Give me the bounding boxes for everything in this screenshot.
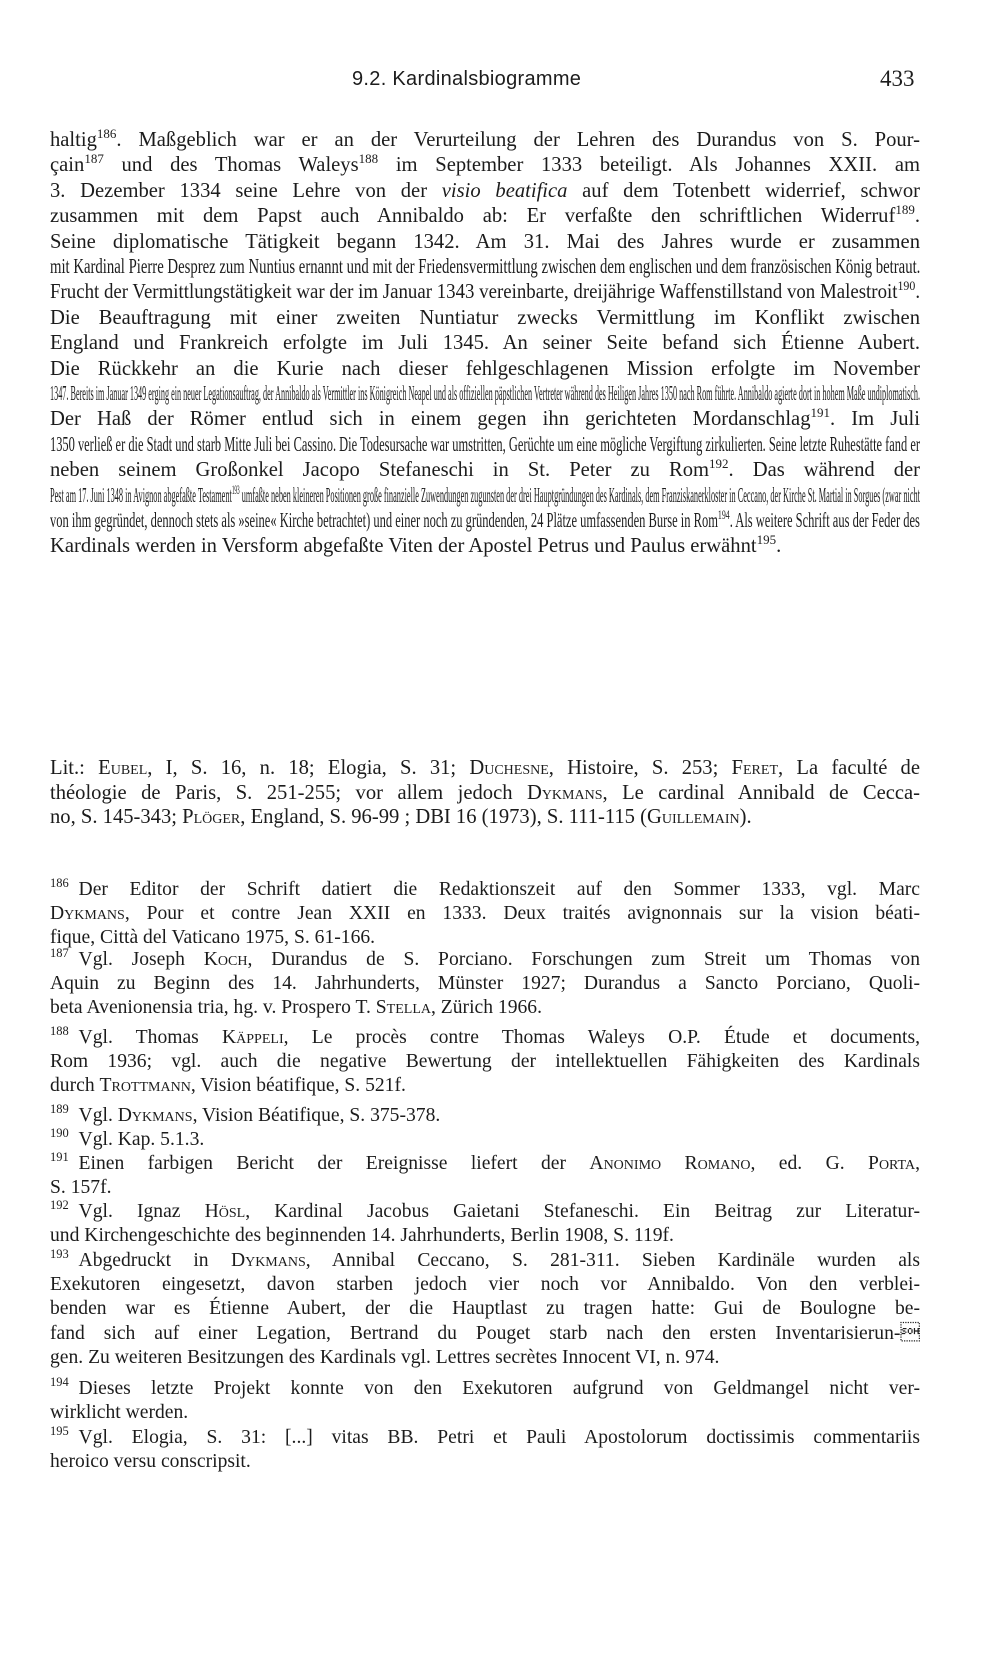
footnote-line: $^{195}$ Vgl. Elogia, S. 31: [...] vitas BB. Petri et Pauli Apostolorum doctissimis commentariis: [50, 1424, 920, 1448]
body-line: mit Kardinal Pierre Desprez zum Nuntius ernannt und mit der Friedensvermittlung zwischen dem englischen und dem französischen König betraut.: [50, 256, 921, 278]
footnote-line: gen. Zu weiteren Besitzungen des Kardinals vgl. Lettres secrètes Innocent VI, n. 974.: [50, 1346, 720, 1368]
footnote-line: fique, Città del Vaticano 1975, S. 61-166.: [50, 927, 376, 949]
footnote-line: $^{194}$ Dieses letzte Projekt konnte von den Exekutoren aufgrund von Geldmangel nicht ver-: [50, 1375, 920, 1399]
body-line: Seine diplomatische Tätigkeit begann 1342. Am 31. Mai des Jahres wurde er zusammen: [50, 230, 920, 253]
footnote-line: Rom 1936; vgl. auch die negative Bewertung der intellektuellen Fähigkeiten des Kardinals: [50, 1051, 920, 1073]
body-line: England und Frankreich erfolgte im Juli 1345. An seiner Seite befand sich Étienne Aubert.: [50, 332, 920, 355]
running-header-title: 9.2. Kardinalsbiogramme: [352, 68, 582, 90]
body-line: 1350 verließ er die Stadt und starb Mitte Juli bei Cassino. Die Todesursache war umstritten, Gerüchte um eine mögliche Vergiftung zirkulierten. Seine letzte Ruhestätte fand er: [50, 433, 920, 456]
footnote-line: $^{193}$ Abgedruckt in Dykmans, Annibal Ceccano, S. 281-311. Sieben Kardinäle wurden als: [50, 1247, 920, 1271]
footnote-number: 186: [50, 876, 69, 890]
footnote-number: 188: [50, 1024, 69, 1038]
footnote-number: 191: [50, 1150, 69, 1164]
footnote-line: $^{192}$ Vgl. Ignaz Hösl, Kardinal Jacobus Gaietani Stefaneschi. Ein Beitrag zur Literatur-: [50, 1198, 920, 1222]
footnote-line: wirklicht werden.: [50, 1402, 189, 1424]
footnote-line: fand sich auf einer Legation, Bertrand du Pouget starb nach den ersten Inventarisierun-: [50, 1322, 920, 1344]
footnote-number: 187: [50, 946, 69, 960]
body-line: Kardinals werden in Versform abgefaßte Viten der Apostel Petrus und Paulus erwähnt$^{195}$.: [50, 532, 782, 558]
footnote-line: Dykmans, Pour et contre Jean XXII en 1333. Deux traités avignonnais sur la vision béati-: [50, 903, 920, 925]
footnote-line: $^{190}$ Vgl. Kap. 5.1.3.: [50, 1126, 205, 1150]
body-line: haltig$^{186}$. Maßgeblich war er an der Verurteilung der Lehren des Durandus von S. Pour-: [50, 126, 920, 151]
footnote-number: 192: [50, 1198, 69, 1212]
literature-line: théologie de Paris, S. 251-255; vor allem jedoch Dykmans, Le cardinal Annibald de Cecca-: [50, 781, 920, 804]
body-line: Die Beauftragung mit einer zweiten Nuntiatur zwecks Vermittlung im Konflikt zwischen: [50, 306, 920, 329]
body-line: Pest am 17. Juni 1348 in Avignon abgefaßte Testament$^{193}$ umfaßte neben kleineren Positionen große finanzielle Zuwendungen zugunsten der drei Hauptgründungen des Kardinals, dem Franziskanerkloster in Ceccano, der Kirche St. Martial in Sorgues (zwar nicht: [50, 481, 920, 507]
footnote-line: beta Avenionensia tria, hg. v. Prospero T. Stella, Zürich 1966.: [50, 997, 542, 1019]
footnote-line: heroico versu conscripsit.: [50, 1451, 251, 1473]
body-line: Der Haß der Römer entlud sich in einem gegen ihn gerichteten Mordanschlag$^{191}$. Im Juli: [50, 405, 920, 431]
footnote-line: benden war es Étienne Aubert, der die Hauptlast zu tragen hatte: Gui de Boulogne be-: [50, 1298, 920, 1320]
body-line: 1347. Bereits im Januar 1349 erging ein neuer Legationsauftrag, der Annibaldo als Vermittler ins Königreich Neapel und als offiziellen päpstlichen Vertreter während des Heiligen Jahres 1350 nach Rom führte. Annibaldo agierte dort in hohem Maße undiplomatisch.: [50, 383, 921, 405]
footnote-line: S. 157f.: [50, 1177, 112, 1199]
footnote-line: $^{189}$ Vgl. Dykmans, Vision Béatifique, S. 375-378.: [50, 1102, 441, 1126]
literature-line: Lit.: Eubel, I, S. 16, n. 18; Elogia, S. 31; Duchesne, Histoire, S. 253; Feret, La faculté de: [50, 757, 920, 779]
body-line: Die Rückkehr an die Kurie nach dieser fehlgeschlagenen Mission erfolgte im November: [50, 357, 920, 380]
footnote-number: 190: [50, 1126, 69, 1140]
footnote-line: $^{187}$ Vgl. Joseph Koch, Durandus de S. Porciano. Forschungen zum Streit um Thomas von: [50, 946, 920, 970]
footnote-line: $^{191}$ Einen farbigen Bericht der Ereignisse liefert der Anonimo Romano, ed. G. Porta,: [50, 1150, 920, 1174]
body-line: zusammen mit dem Papst auch Annibaldo ab: Er verfaßte den schriftlichen Widerruf$^{189}$.: [50, 202, 920, 228]
body-line: çain$^{187}$ und des Thomas Waleys$^{188}$ im September 1333 beteiligt. Als Johannes XXII. am: [50, 151, 920, 177]
page-number: 433: [880, 66, 915, 91]
footnote-line: Aquin zu Beginn des 14. Jahrhunderts, Münster 1927; Durandus a Sancto Porciano, Quoli-: [50, 973, 920, 995]
literature-line: no, S. 145-343; Plöger, England, S. 96-99 ; DBI 16 (1973), S. 111-115 (Guillemain).: [50, 806, 752, 828]
footnote-number: 193: [50, 1247, 69, 1261]
footnote-line: $^{188}$ Vgl. Thomas Käppeli, Le procès contre Thomas Waleys O.P. Étude et documents,: [50, 1024, 920, 1048]
footnote-line: durch Trottmann, Vision béatifique, S. 521f.: [50, 1075, 406, 1097]
body-line: 3. Dezember 1334 seine Lehre von der visio beatifica auf dem Totenbett widerrief, schwor: [50, 179, 920, 202]
footnote-line: Exekutoren eingesetzt, davon starben jedoch vier noch vor Annibaldo. Von den verblei-: [50, 1274, 920, 1296]
footnote-line: und Kirchengeschichte des beginnenden 14. Jahrhunderts, Berlin 1908, S. 119f.: [50, 1225, 674, 1247]
body-line: von ihm gegründet, dennoch stets als »seine« Kirche betrachtet) und einer noch zu gründenden, 24 Plätze umfassenden Burse in Rom$^{194}$. Als weitere Schrift aus der Feder des: [50, 507, 920, 532]
body-line: Frucht der Vermittlungstätigkeit war der im Januar 1343 vereinbarte, dreijährige Waffenstillstand von Malestroit$^{190}$.: [50, 278, 921, 304]
body-line: neben seinem Großonkel Jacopo Stefaneschi in St. Peter zu Rom$^{192}$. Das während der: [50, 456, 920, 482]
footnote-number: 194: [50, 1375, 69, 1389]
footnote-line: $^{186}$ Der Editor der Schrift datiert die Redaktionszeit auf den Sommer 1333, vgl. Marc: [50, 876, 920, 900]
footnote-number: 195: [50, 1424, 69, 1438]
footnote-number: 189: [50, 1102, 69, 1116]
